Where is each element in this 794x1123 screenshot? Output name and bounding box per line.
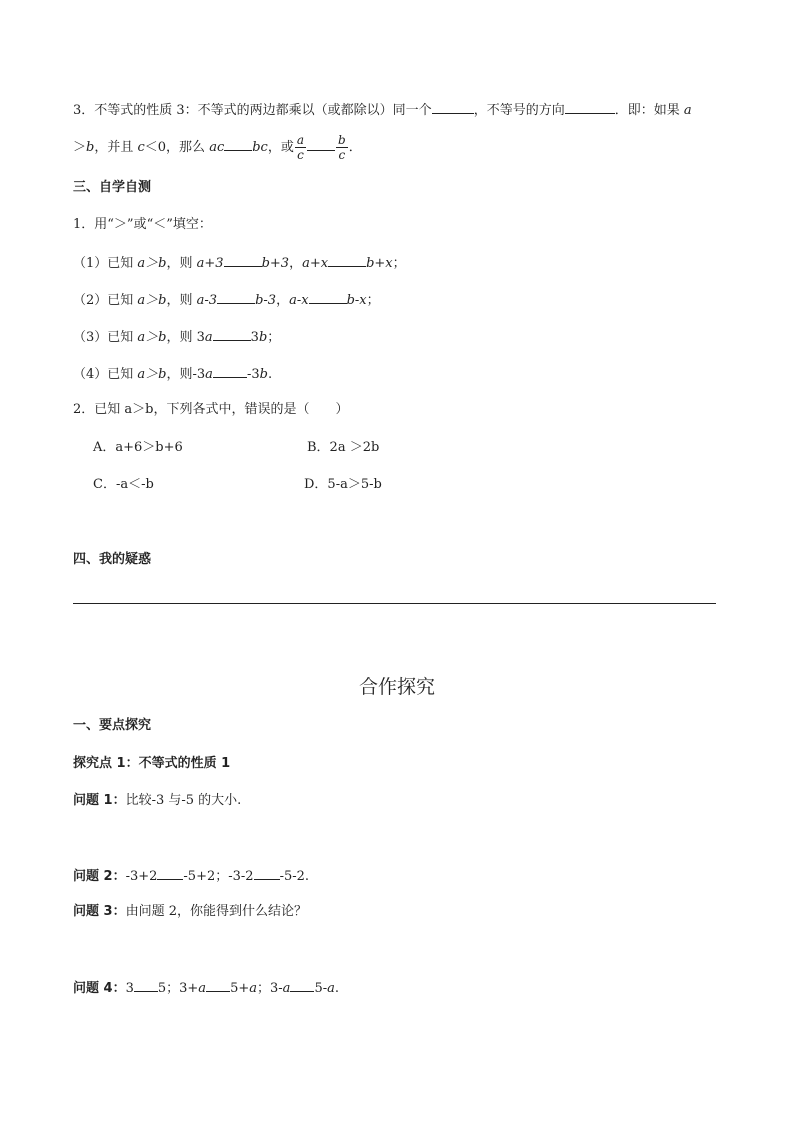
coop-q1: 问题 1：比较-3 与-5 的大小. bbox=[73, 793, 242, 808]
option-a: A．a+6＞b+6 bbox=[93, 440, 183, 455]
section3-item4: （4）已知 a＞b，则-3a -3b. bbox=[73, 367, 273, 382]
answer-blank[interactable] bbox=[290, 979, 314, 992]
section3-item3: （3）已知 a＞b，则 3a 3b； bbox=[73, 330, 281, 345]
option-b: B．2a ＞2b bbox=[307, 440, 380, 455]
section3-item2: （2）已知 a＞b，则 a-3 b-3，a-x b-x； bbox=[73, 293, 380, 308]
option-d: D．5-a＞5-b bbox=[304, 477, 382, 492]
answer-blank[interactable] bbox=[224, 254, 262, 267]
answer-blank[interactable] bbox=[157, 867, 183, 880]
coop-q2: 问题 2：-3+2 -5+2；-3-2 -5-2. bbox=[73, 869, 310, 884]
fraction-b-over-c: $\frac{b}{c}$ bbox=[338, 133, 346, 162]
answer-blank[interactable] bbox=[217, 291, 255, 304]
answer-blank[interactable] bbox=[565, 101, 615, 114]
section3-q1: 1．用“＞”或“＜”填空： bbox=[73, 217, 212, 232]
section3-title: 三、自学自测 bbox=[73, 180, 152, 195]
coop-q4: 问题 4：3 5；3+a 5+a；3-a 5-a. bbox=[73, 981, 340, 996]
coop-point1: 探究点 1：不等式的性质 1 bbox=[73, 756, 231, 771]
answer-blank[interactable] bbox=[309, 291, 347, 304]
fraction-a-over-c: $\frac{a}{c}$ bbox=[296, 133, 305, 162]
property3-line1: 3．不等式的性质 3：不等式的两边都乘以（或都除以）同一个 ，不等号的方向 ．即：如果 a bbox=[73, 103, 692, 118]
answer-blank[interactable] bbox=[224, 138, 252, 151]
answer-blank[interactable] bbox=[254, 867, 280, 880]
coop-q3: 问题 3：由问题 2，你能得到什么结论？ bbox=[73, 904, 307, 919]
answer-blank[interactable] bbox=[328, 254, 366, 267]
answer-blank[interactable] bbox=[134, 979, 158, 992]
divider bbox=[73, 603, 716, 604]
answer-blank[interactable] bbox=[307, 138, 335, 151]
section3-q2: 2．已知 a＞b，下列各式中，错误的是（ ） bbox=[73, 402, 349, 417]
answer-blank[interactable] bbox=[206, 979, 230, 992]
option-c: C．-a＜-b bbox=[93, 477, 154, 492]
coop-sub1: 一、要点探究 bbox=[73, 718, 152, 733]
section4-title: 四、我的疑惑 bbox=[73, 552, 152, 567]
answer-blank[interactable] bbox=[213, 328, 251, 341]
answer-blank[interactable] bbox=[213, 365, 247, 378]
coop-title: 合作探究 bbox=[358, 676, 435, 698]
section3-item1: （1）已知 a＞b，则 a+3 b+3，a+x b+x； bbox=[73, 256, 406, 271]
answer-blank[interactable] bbox=[432, 101, 474, 114]
property3-line2: ＞b，并且 c＜0，那么 ac bc，或 $\frac{a}{c}$ $\frac{b}{c}$ ． bbox=[73, 133, 362, 162]
